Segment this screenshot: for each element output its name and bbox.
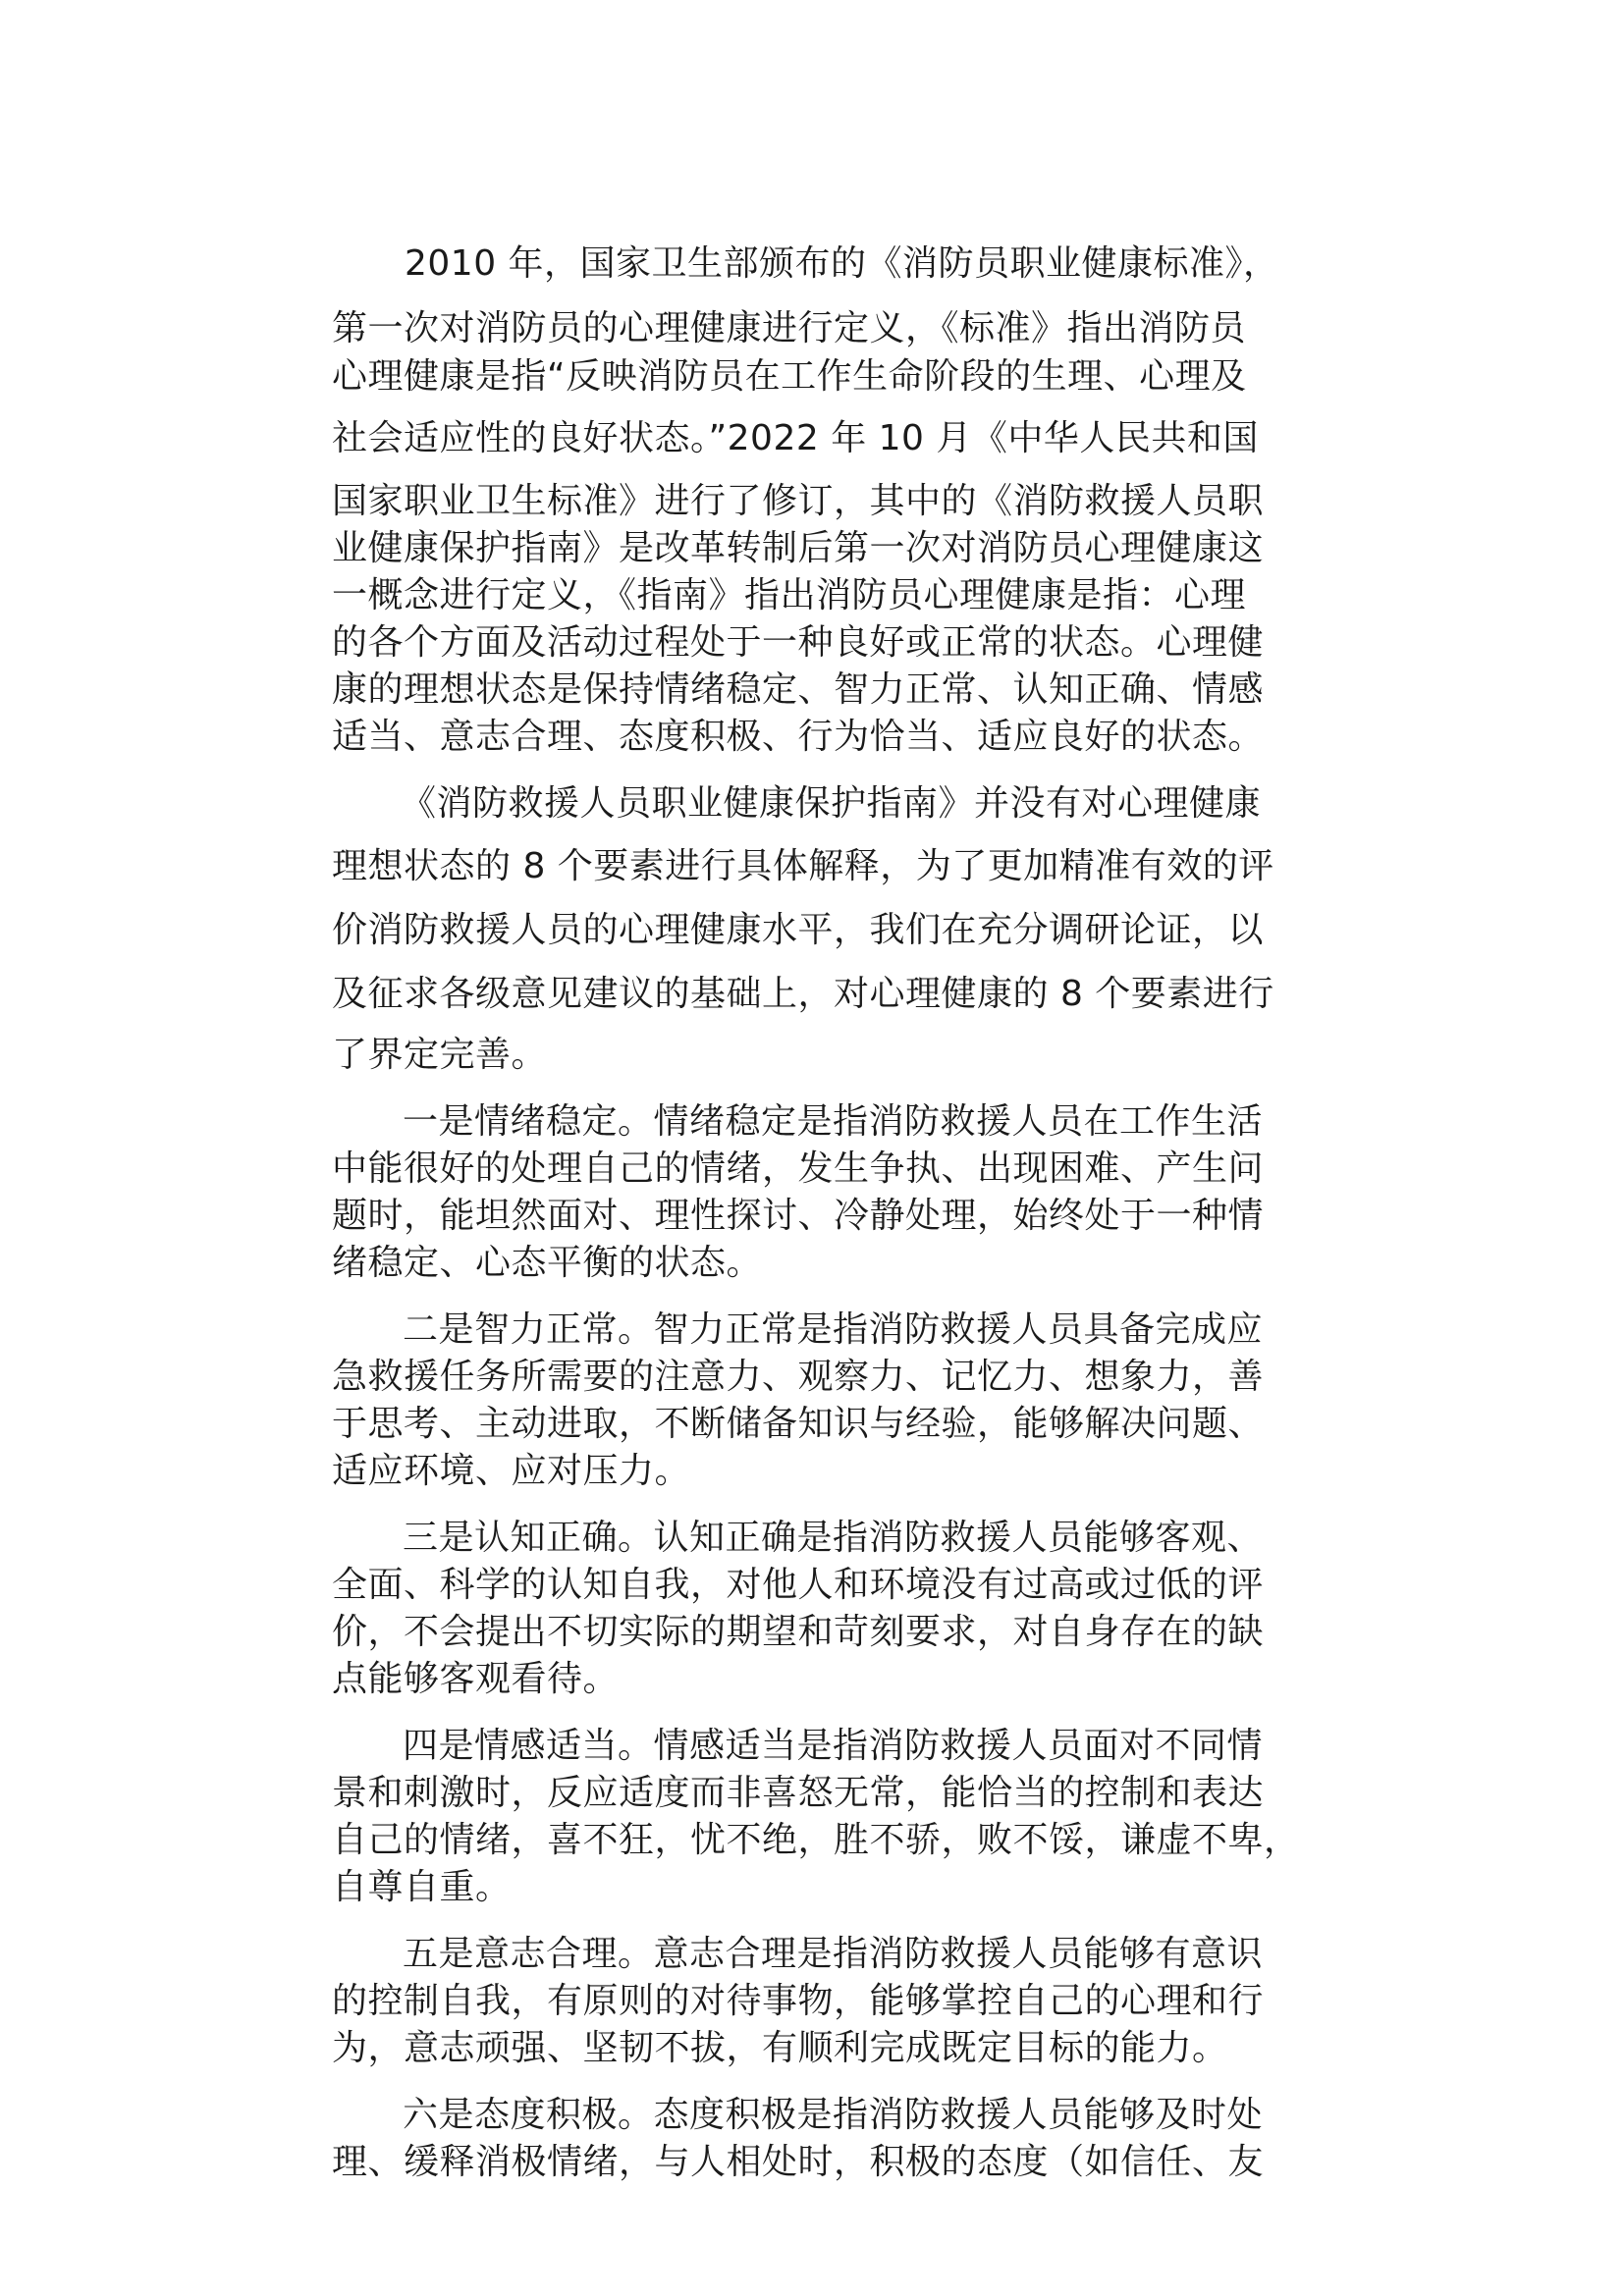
text-line: 点能够客观看待。 [332,1659,620,1699]
text-line: 理想状态的 8 个要素进行具体解释，为了更加精准有效的评 [332,846,1274,886]
text-line: 业健康保护指南》是改革转制后第一次对消防员心理健康这 [332,528,1265,568]
text-line: 《消防救援人员职业健康保护指南》并没有对心理健康 [401,783,1262,824]
text-line: 自尊自重。 [332,1867,512,1907]
text-line: 的各个方面及活动过程处于一种良好或正常的状态。心理健 [332,622,1265,663]
text-line: 适应环境、应对压力。 [332,1451,691,1491]
text-line: 题时，能坦然面对、理性探讨、冷静处理，始终处于一种情 [332,1196,1265,1236]
text-line: 中能很好的处理自己的情绪，发生争执、出现困难、产生问 [332,1148,1265,1189]
text-line: 第一次对消防员的心理健康进行定义，《标准》指出消防员 [332,308,1247,348]
text-line: 社会适应性的良好状态。”2022 年 10 月《中华人民共和国 [332,418,1259,458]
text-line: 为，意志顽强、坚韧不拔，有顺利完成既定目标的能力。 [332,2028,1228,2068]
text-line: 一是情绪稳定。情绪稳定是指消防救援人员在工作生活 [403,1101,1264,1142]
text-line: 于思考、主动进取，不断储备知识与经验，能够解决问题、 [332,1404,1265,1444]
text-line: 了界定完善。 [332,1035,548,1075]
text-line: 急救援任务所需要的注意力、观察力、记忆力、想象力，善 [332,1357,1265,1397]
text-line: 康的理想状态是保持情绪稳定、智力正常、认知正确、情感 [332,669,1265,710]
text-line: 全面、科学的认知自我，对他人和环境没有过高或过低的评 [332,1565,1265,1605]
text-line: 三是认知正确。认知正确是指消防救援人员能够客观、 [403,1518,1264,1558]
text-line: 的控制自我，有原则的对待事物，能够掌控自己的心理和行 [332,1981,1265,2021]
text-line: 2010 年，国家卫生部颁布的《消防员职业健康标准》， [405,243,1279,284]
text-line: 价消防救援人员的心理健康水平，我们在充分调研论证，以 [332,910,1265,950]
text-line: 六是态度积极。态度积极是指消防救援人员能够及时处 [403,2095,1264,2135]
text-line: 国家职业卫生标准》进行了修订，其中的《消防救援人员职 [332,481,1265,521]
text-line: 心理健康是指“反映消防员在工作生命阶段的生理、心理及 [332,356,1247,397]
text-line: 景和刺激时，反应适度而非喜怒无常，能恰当的控制和表达 [332,1773,1265,1813]
text-line: 四是情感适当。情感适当是指消防救援人员面对不同情 [403,1726,1264,1766]
text-line: 二是智力正常。智力正常是指消防救援人员具备完成应 [403,1309,1264,1350]
text-line: 一概念进行定义，《指南》指出消防员心理健康是指：心理 [332,575,1247,615]
text-line: 及征求各级意见建议的基础上，对心理健康的 8 个要素进行 [332,974,1274,1014]
text-line: 自己的情绪，喜不狂，忧不绝，胜不骄，败不馁，谦虚不卑， [332,1820,1300,1860]
text-line: 五是意志合理。意志合理是指消防救援人员能够有意识 [403,1934,1264,1974]
text-line: 理、缓释消极情绪，与人相处时，积极的态度（如信任、友 [332,2142,1265,2182]
text-line: 绪稳定、心态平衡的状态。 [332,1243,763,1283]
text-line: 价，不会提出不切实际的期望和苛刻要求，对自身存在的缺 [332,1612,1265,1652]
text-line: 适当、意志合理、态度积极、行为恰当、适应良好的状态。 [332,717,1265,757]
